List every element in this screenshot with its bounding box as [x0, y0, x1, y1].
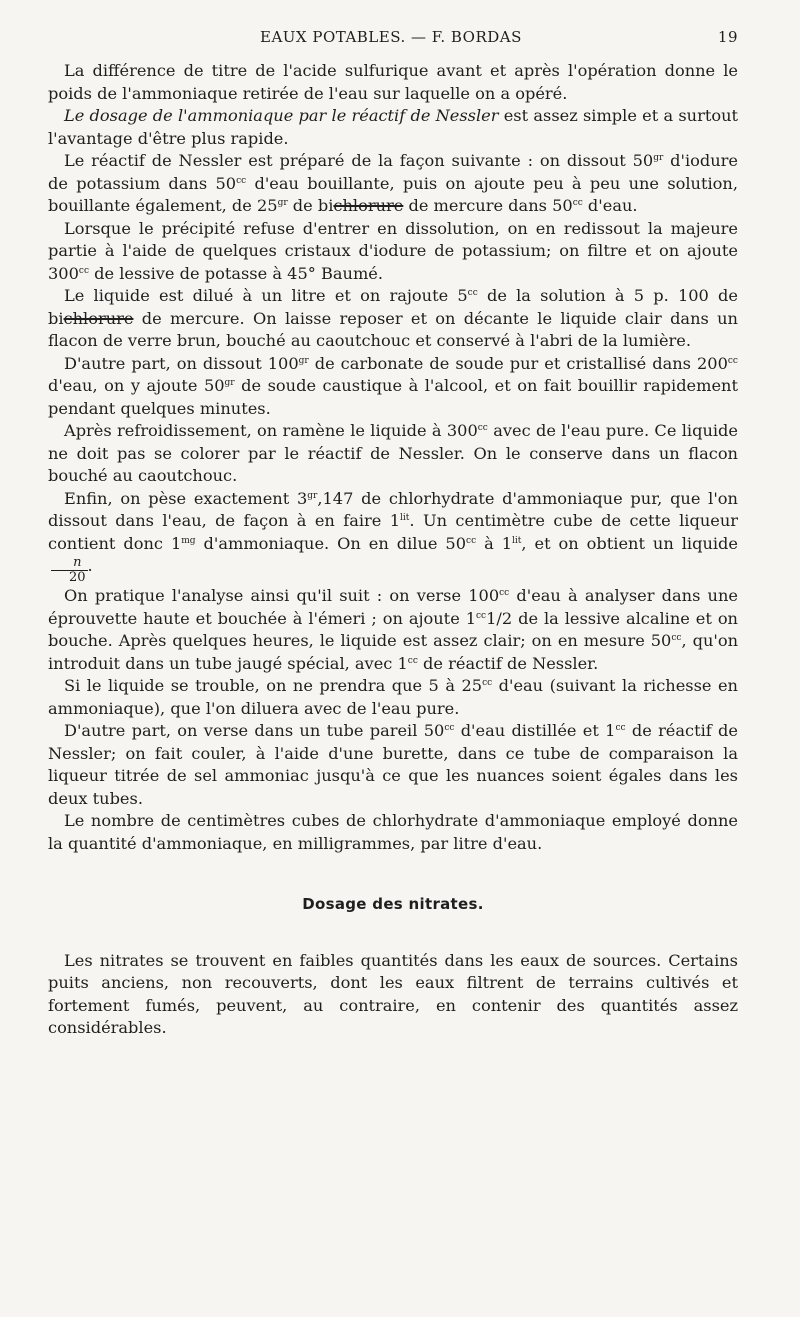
paragraph-1: La différence de titre de l'acide sulfurique avant et après l'opération donne le poids de l'ammoniaque retirée de l'eau sur laquelle on a opéré. — [48, 61, 738, 103]
paragraph-6: D'autre part, on dissout $100^{gr}$ de carbonate de soude pur et cristallisé dans $200^{cc}$ d'eau, on y ajoute $50^{gr}$ de soude caustique à l'alcool, et on fait bouillir rapidement pendant quelques minutes. — [48, 353, 738, 418]
running-head: EAUX POTABLES. — F. BORDAS — [260, 28, 522, 46]
italic-lead: Le dosage de l'ammoniaque par le réactif de Nessler — [64, 106, 499, 125]
paragraph-13: Les nitrates se trouvent en faibles quantités dans les eaux de sources. Certains puits anciens, non recouverts, dont les eaux filtrent de terrains cultivés et fortement fumés, peuvent, au contraire, en contenir des quantités assez considérables. — [48, 950, 738, 1037]
paragraph-8: Enfin, on pèse exactement $3^{gr},147$ de chlorhydrate d'ammoniaque pur, que l'on dissout dans l'eau, de façon à en faire $1^{lit}$. Un centimètre cube de cette liqueur contient donc $1^{mg}$ d'ammoniaque. On en dilue $50^{cc}$ à $1^{lit}$, et on obtient un liquide $\frac{n}{20}$ . — [48, 488, 738, 585]
paragraph-4: Lorsque le précipité refuse d'entrer en dissolution, on en redissout la majeure partie à l'aide de quelques cristaux d'iodure de potassium; on filtre et on ajoute $300^{cc}$ de lessive de potasse à 45° Baumé. — [48, 218, 738, 283]
paragraph-2: Le dosage de l'ammoniaque par le réactif de Nessler est assez simple et a surtout l'avantage d'être plus rapide. — [48, 106, 738, 148]
fraction: $\frac{n}{20}$ — [51, 556, 88, 585]
paragraph-11: D'autre part, on verse dans un tube pareil $50^{cc}$ d'eau distillée et $1^{cc}$ de réactif de Nessler; on fait couler, à l'aide d'une burette, dans ce tube de comparaison la liqueur titrée de sel ammoniac jusqu'à ce que les nuances soient égales dans les deux tubes. — [48, 721, 739, 808]
struck-word: chlorure — [333, 196, 404, 215]
page-header — [48, 28, 738, 50]
paragraph-9: On pratique l'analyse ainsi qu'il suit : on verse $100^{cc}$ d'eau à analyser dans une éprouvette haute et bouchée à l'émeri ; on ajoute $1^{cc}1/2$ de la lessive alcaline et on bouche. Après quelques heures, le liquide est assez clair; on en mesure $50^{cc}$, qu'on introduit dans un tube jaugé spécial, avec $1^{cc}$ de réactif de Nessler. — [48, 586, 738, 673]
paragraph-3: Le réactif de Nessler est préparé de la façon suivante : on dissout $50^{gr}$ d'iodure de potassium dans $50^{cc}$ d'eau bouillante, puis on ajoute peu à peu une solution, bouillante également, de $25^{gr}$ de bichlorure de mercure dans $50^{cc}$ d'eau. — [48, 151, 738, 215]
struck-word: chlorure — [63, 308, 134, 328]
section-title: Dosage des nitrates. — [302, 895, 484, 913]
paragraph-5: Le liquide est dilué à un litre et on rajoute $5^{cc}$ de la solution à 5 p. 100 de bichlorure de mercure. On laisse reposer et on décante le liquide clair dans un flacon de verre brun, bouché au caoutchouc et conservé à l'abri de la lumière. — [48, 286, 738, 350]
page-body — [48, 60, 738, 1040]
paragraph-12: Le nombre de centimètres cubes de chlorhydrate d'ammoniaque employé donne la quantité d'ammoniaque, en milligrammes, par litre d'eau. — [48, 811, 738, 853]
paragraph-10: Si le liquide se trouble, on ne prendra que 5 à $25^{cc}$ d'eau (suivant la richesse en ammoniaque), que l'on diluera avec de l'eau pure. — [48, 676, 738, 718]
page-number: 19 — [717, 28, 738, 46]
paragraph-7: Après refroidissement, on ramène le liquide à $300^{cc}$ avec de l'eau pure. Ce liquide ne doit pas se colorer par le réactif de Nessler. On le conserve dans un flacon bouché au caoutchouc. — [48, 421, 738, 485]
